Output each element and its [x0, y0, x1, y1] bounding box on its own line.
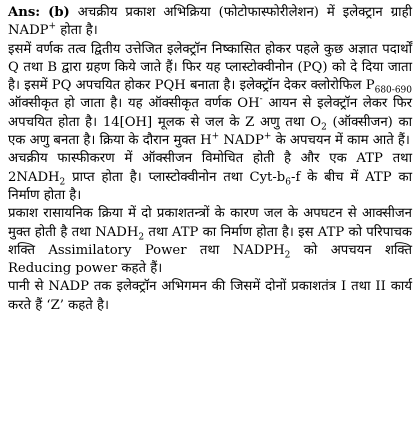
text-run: पानी से NADP तक इलेक्ट्रॉन अभिगमन की जिसमें दोनों प्रकाशतंत्र I तथा II कार्य करते हैं ‘Z’ कहते है। — [8, 279, 412, 313]
text-run: NADP — [219, 133, 264, 149]
text-run: तथा ATP का निर्माण होता है। इस ATP को परिपाचक शक्ति Assimilatory Power तथा NADPH — [8, 224, 412, 258]
text-run: के अपचयन में काम आते हैं। — [271, 133, 410, 149]
text-run: अचक्रीय फास्फीकरण में ऑक्सीजन विमोचित होती है और एक ATP तथा 2NADH — [8, 151, 412, 185]
subscript: 2 — [321, 122, 327, 133]
answer-paragraph — [8, 4, 412, 41]
subscript: 680-690 — [374, 85, 412, 96]
paragraph-noncyclic-phosphorylation — [8, 150, 412, 205]
paragraph-z-scheme — [8, 278, 412, 315]
text-run: को अपचयन शक्ति Reducing power कहते हैं। — [8, 242, 412, 277]
subscript: 2 — [138, 232, 145, 243]
answer-text: अचक्रीय प्रकाश अभिक्रिया (फोटोफास्फोरीलेशन) में इलेक्ट्रान ग्राही NADP — [8, 5, 412, 39]
subscript: 2 — [59, 177, 66, 188]
text-run: आयन से इलेक्ट्रॉन लेकर फिर अपचयित होता है। 14[OH] मूलक से जल के Z अणु तथा O — [8, 96, 412, 130]
answer-text-end: होता है। — [56, 23, 98, 39]
answer-label: Ans: — [8, 5, 41, 20]
subscript: 2 — [284, 250, 291, 261]
text-run: प्राप्त होता है। प्लास्टोक्वीनोन तथा Cyt-b — [65, 169, 286, 185]
text-run: (ऑक्सीजन) का एक अणु बनता है। क्रिया के दौरान मुक्त H — [8, 114, 412, 149]
text-run: इसमें वर्णक तत्व द्वितीय उत्तेजित इलेक्ट्रॉन निष्कासित होकर पहले कुछ अज्ञात पदार्थों Q तथा B द्वारा ग्रहण किये जाते हैं। फिर यह प्लास्टोक्वीनोन (PQ) को दे दिया जाता है। इसमें PQ अपचयित होकर PQH बनाता है। इलेक्ट्रॉन देकर क्लोरोफिल P — [8, 41, 412, 94]
paragraph-photochemical-reaction — [8, 205, 412, 278]
superscript: - — [259, 95, 263, 106]
superscript: + — [48, 21, 57, 32]
text-run: प्रकाश रासायनिक क्रिया में दो प्रकाशतन्त्रों के कारण जल के अपघटन से आक्सीजन मुक्त होती है तथा NADH — [8, 206, 412, 240]
text-run: -f के बीच में ATP का निर्माण होता है। — [8, 169, 412, 203]
superscript: + — [211, 131, 220, 142]
subscript: 6 — [285, 177, 291, 188]
paragraph-electron-transport — [8, 41, 412, 151]
text-run: ऑक्सीकृत हो जाता है। यह ऑक्सीकृत वर्णक OH — [8, 96, 260, 112]
superscript: + — [263, 131, 272, 142]
answer-option: (b) — [48, 5, 70, 20]
